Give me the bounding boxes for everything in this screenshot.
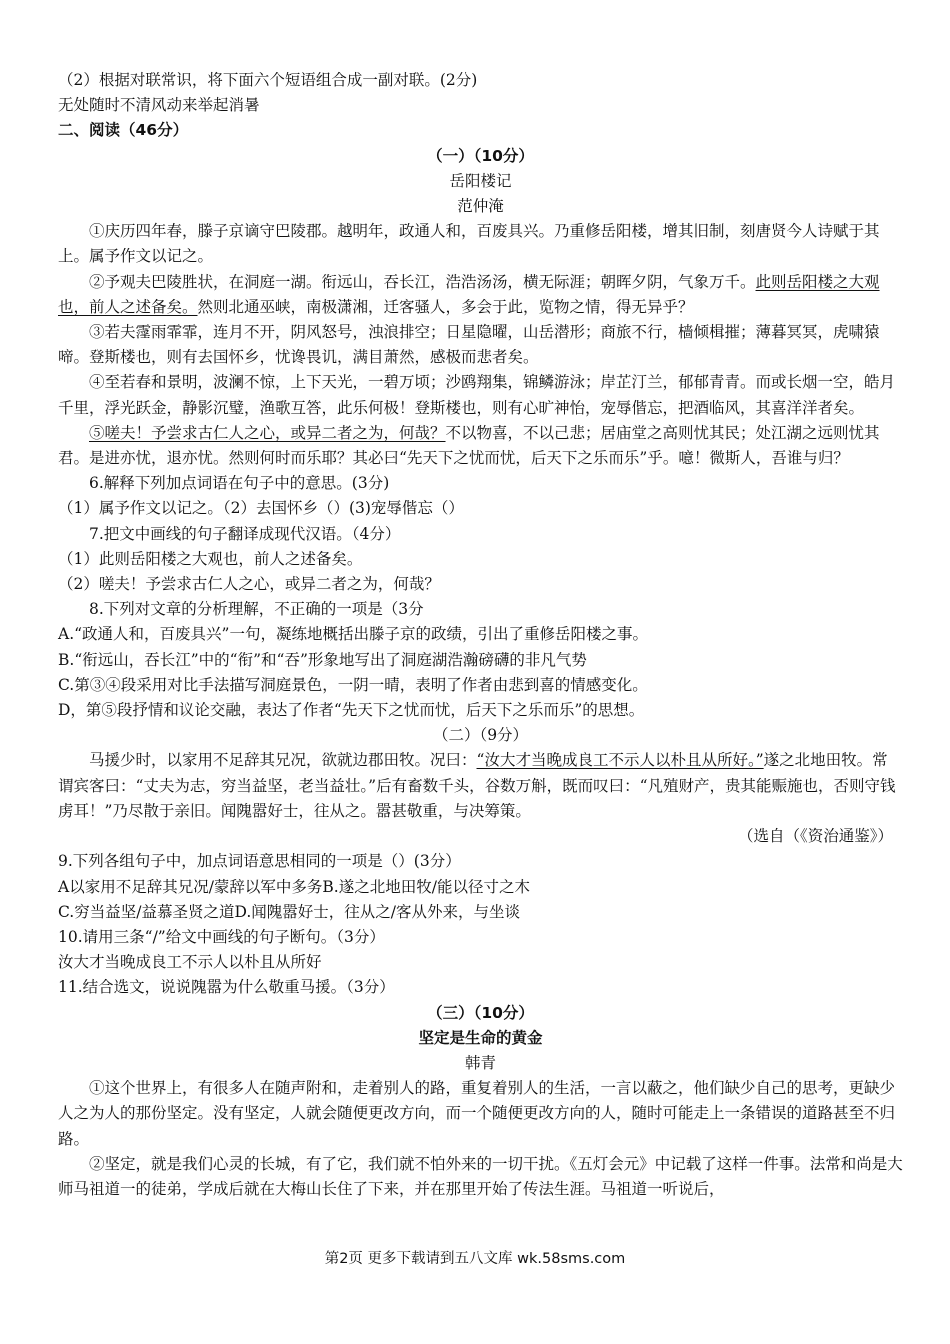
paragraph-3: ③若夫霪雨霏霏，连月不开，阴风怒号，浊浪排空；日星隐曜，山岳潜形；商旅不行，樯倾楫摧；薄暮冥冥，虎啸猿啼。登斯楼也，则有去国怀乡，忧谗畏讥，满目萧然，感极而悲者矣。: [58, 323, 880, 367]
paragraph-1: ①庆历四年春，滕子京谪守巴陵郡。越明年，政通人和，百废具兴。乃重修岳阳楼，增其旧制，刻唐贤今人诗赋于其上。属予作文以记之。: [58, 222, 880, 266]
part-2-heading: （二）（9分）: [432, 726, 529, 745]
question-7: 7.把文中画线的句子翻译成现代汉语。（4分）: [89, 524, 401, 543]
text-title-yueyanglou: 岳阳楼记: [449, 171, 512, 190]
passage-source: （选自（《资治通鉴》）: [737, 827, 893, 846]
maxuan-passage-start: 马援少时，以家用不足辞其兄况，欲就边郡田牧。况曰：: [89, 751, 477, 770]
text-author-hanqing: 韩青: [464, 1053, 496, 1072]
question-10: 10.请用三条“/”给文中画线的句子断句。（3分）: [58, 927, 385, 946]
paragraph-5: [58, 421, 903, 471]
question-11: 11.结合选文，说说隗嚣为什么敬重马援。（3分）: [58, 978, 395, 997]
maxuan-passage: [58, 748, 903, 824]
question-8-option-d: D，第⑤段抒情和议论交融，表达了作者“先天下之忧而忧，后天下之乐而乐”的思想。: [58, 701, 645, 720]
question-6-items: （1）属予作文以记之。（2）去国怀乡（）(3)宠辱偕忘（）: [58, 499, 464, 518]
section-heading-reading: 二、阅读（46分）: [58, 121, 189, 140]
page-footer: 第2页 更多下载请到五八文库 wk.58sms.com: [324, 1251, 626, 1267]
question-10-sentence: 汝大才当晚成良工不示人以朴且从所好: [58, 953, 322, 972]
question-7-item-2: （2）嗟夫！予尝求古仁人之心，或异二者之为，何哉？: [58, 575, 440, 594]
text-title-jianding: 坚定是生命的黄金: [418, 1028, 543, 1047]
question-8-option-a: A.“政通人和，百废具兴”一句，凝练地概括出滕子京的政绩，引出了重修岳阳楼之事。: [58, 625, 648, 644]
paragraph-2-end: 然则北通巫峡，南极潇湘，迁客骚人，多会于此，览物之情，得无异乎？: [197, 297, 694, 316]
essay-paragraph-1: ①这个世界上，有很多人在随声附和，走着别人的路，重复着别人的生活，一言以蔽之，他们缺少自己的思考，更缺少人之为人的那份坚定。没有坚定，人就会随便更改方向，而一个随便更改方向的人，随时可能走上一条错误的道路甚至不归路。: [58, 1079, 896, 1148]
paragraph-4: ④至若春和景明，波澜不惊，上下天光，一碧万顷；沙鸥翔集，锦鳞游泳；岸芷汀兰，郁郁青青。而或长烟一空，皓月千里，浮光跃金，静影沉璧，渔歌互答，此乐何极！登斯楼也，则有心旷神怡，宠辱偕忘，把酒临风，其喜洋洋者矣。: [58, 373, 896, 417]
question-8: 8.下列对文章的分析理解，不正确的一项是（3分: [89, 600, 424, 619]
paragraph-2-start: ②予观夫巴陵胜状，在洞庭一湖。衔远山，吞长江，浩浩汤汤，横无际涯；朝晖夕阴，气象万千。: [89, 272, 756, 291]
question-7-item-1: （1）此则岳阳楼之大观也，前人之述备矣。: [58, 549, 363, 568]
question-9-options-cd: C.穷当益坚/益慕圣贤之道D.闻隗嚣好士，往从之/客从外来，与坐谈: [58, 902, 520, 921]
question-8-option-c: C.第③④段采用对比手法描写洞庭景色，一阴一晴，表明了作者由悲到喜的情感变化。: [58, 675, 648, 694]
question-5-2: （2）根据对联常识，将下面六个短语组合成一副对联。(2分): [58, 71, 478, 89]
part-3-heading: （三）（10分）: [427, 1003, 534, 1022]
question-6: 6.解释下列加点词语在句子中的意思。(3分): [89, 474, 390, 493]
part-1-heading: （一）（10分）: [427, 146, 534, 165]
couplet-phrases: 无处随时不清风动来举起消暑: [58, 96, 260, 115]
underlined-sentence-2: ⑤嗟夫！予尝求古仁人之心，或异二者之为，何哉？: [89, 423, 446, 442]
paragraph-2: [58, 270, 903, 320]
maxuan-passage-rest: 遂之北地田牧。常谓宾客曰：“丈夫为志，穷当益坚，老当益壮。”后有畜数千头，谷数万斛，既而叹曰：“凡殖财产，贵其能赈施也，否则守钱虏耳！”乃尽散于亲旧。闻隗嚣好士，往从之。嚣甚敬重，与决筹策。: [58, 751, 896, 820]
question-8-option-b: B.“衔远山，吞长江”中的“衔”和“吞”形象地写出了洞庭湖浩瀚磅礴的非凡气势: [58, 650, 587, 669]
underlined-sentence-1: 此则岳阳楼之大观也，前人之述备矣。: [58, 272, 880, 316]
paragraph-5-rest: 不以物喜，不以己悲；居庙堂之高则忧其民；处江湖之远则忧其君。是进亦忧，退亦忧。然则何时而乐耶？其必曰“先天下之忧而忧，后天下之乐而乐”乎。噫！微斯人，吾谁与归？: [58, 423, 880, 468]
underlined-sentence-3: “汝大才当晚成良工不示人以朴且从所好。”: [476, 751, 764, 770]
question-9-options-ab: A以家用不足辞其兄况/蒙辞以军中多务B.遂之北地田牧/能以径寸之木: [58, 877, 530, 896]
text-author-fanzhongyan: 范仲淹: [457, 197, 504, 216]
question-9: 9.下列各组句子中，加点词语意思相同的一项是（）(3分）: [58, 852, 461, 871]
document-page: [58, 68, 903, 1202]
essay-paragraph-2: ②坚定，就是我们心灵的长城，有了它，我们就不怕外来的一切干扰。《五灯会元》中记载了这样一件事。法常和尚是大师马祖道一的徒弟，学成后就在大梅山长住了下来，并在那里开始了传法生涯。马祖道一听说后，: [58, 1154, 903, 1198]
